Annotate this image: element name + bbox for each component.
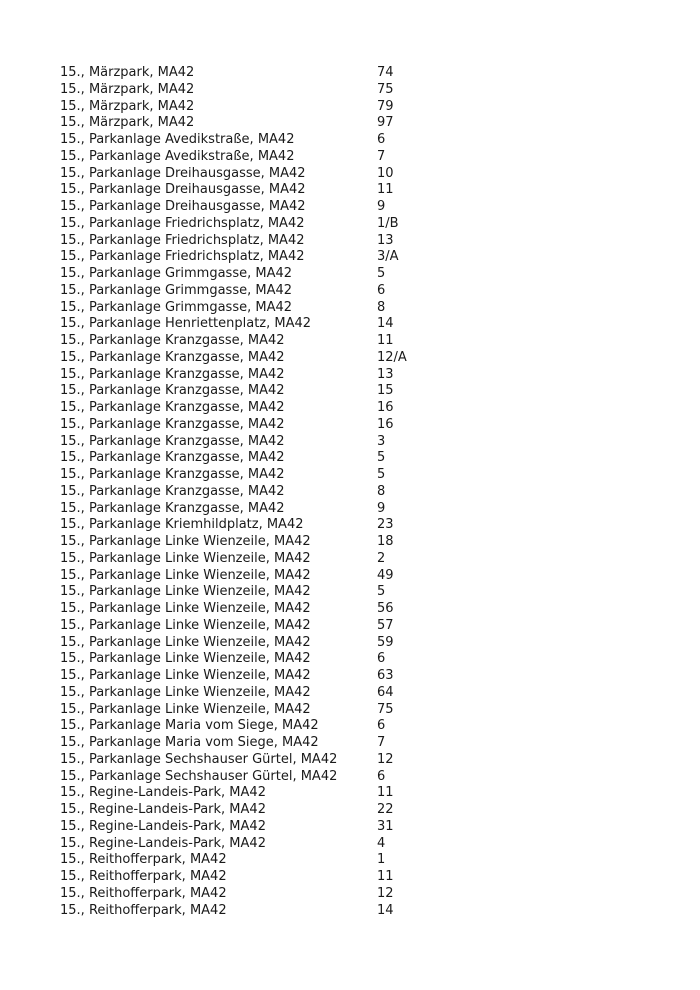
number-cell: 1/B: [377, 215, 399, 231]
table-row: [60, 400, 437, 417]
table-row: [60, 752, 437, 769]
number-cell: 11: [377, 869, 394, 884]
location-cell: 15., Parkanlage Friedrichsplatz, MA42: [60, 232, 305, 248]
number-cell: 11: [377, 182, 394, 198]
table-row: [60, 903, 437, 920]
number-cell: 79: [377, 98, 394, 114]
number-cell: 5: [377, 266, 386, 281]
table-row: [60, 417, 437, 434]
location-cell: 15., Parkanlage Kranzgasse, MA42: [60, 400, 285, 415]
table-row: [60, 350, 437, 367]
location-cell: 15., Parkanlage Maria vom Siege, MA42: [60, 735, 319, 750]
table-row: [60, 434, 437, 451]
location-cell: 15., Reithofferpark, MA42: [60, 869, 227, 884]
number-cell: 9: [377, 199, 386, 214]
table-row: [60, 718, 437, 735]
location-cell: 15., Märzpark, MA42: [60, 98, 195, 114]
table-row: [60, 333, 437, 350]
location-cell: 15., Parkanlage Sechshauser Gürtel, MA42: [60, 768, 338, 784]
location-cell: 15., Reithofferpark, MA42: [60, 852, 227, 868]
number-cell: 13: [377, 366, 394, 382]
location-cell: 15., Parkanlage Sechshauser Gürtel, MA42: [60, 751, 338, 767]
table-row: [60, 467, 437, 484]
table-row: [60, 82, 437, 99]
table-row: [60, 584, 437, 601]
number-cell: 74: [377, 65, 394, 80]
number-cell: 16: [377, 416, 394, 432]
location-cell: 15., Parkanlage Kranzgasse, MA42: [60, 333, 285, 348]
location-cell: 15., Parkanlage Linke Wienzeile, MA42: [60, 584, 311, 600]
location-cell: 15., Regine-Landeis-Park, MA42: [60, 785, 266, 801]
location-cell: 15., Regine-Landeis-Park, MA42: [60, 835, 266, 851]
number-cell: 6: [377, 132, 386, 147]
location-cell: 15., Parkanlage Kranzgasse, MA42: [60, 349, 285, 365]
number-cell: 14: [377, 902, 394, 918]
table-row: [60, 65, 437, 82]
number-cell: 15: [377, 383, 394, 399]
number-cell: 12: [377, 885, 394, 901]
table-row: [60, 819, 437, 836]
number-cell: 14: [377, 316, 394, 332]
table-row: [60, 266, 437, 283]
number-cell: 1: [377, 852, 386, 868]
table-row: [60, 233, 437, 250]
location-cell: 15., Parkanlage Dreihausgasse, MA42: [60, 165, 306, 181]
location-list-body: [60, 65, 437, 919]
number-cell: 64: [377, 684, 394, 700]
number-cell: 13: [377, 232, 394, 248]
location-cell: 15., Parkanlage Linke Wienzeile, MA42: [60, 668, 311, 683]
location-list: [60, 65, 437, 919]
location-cell: 15., Parkanlage Linke Wienzeile, MA42: [60, 550, 311, 566]
table-row: [60, 635, 437, 652]
table-row: [60, 300, 437, 317]
table-row: [60, 199, 437, 216]
number-cell: 63: [377, 668, 394, 683]
table-row: [60, 869, 437, 886]
location-cell: 15., Parkanlage Linke Wienzeile, MA42: [60, 567, 311, 583]
location-cell: 15., Parkanlage Linke Wienzeile, MA42: [60, 601, 311, 616]
table-row: [60, 182, 437, 199]
table-row: [60, 735, 437, 752]
location-cell: 15., Märzpark, MA42: [60, 65, 195, 80]
table-row: [60, 534, 437, 551]
location-cell: 15., Parkanlage Friedrichsplatz, MA42: [60, 249, 305, 265]
location-cell: 15., Parkanlage Grimmgasse, MA42: [60, 299, 293, 315]
table-row: [60, 216, 437, 233]
number-cell: 11: [377, 785, 394, 801]
table-row: [60, 702, 437, 719]
location-cell: 15., Reithofferpark, MA42: [60, 902, 227, 918]
number-cell: 5: [377, 450, 386, 466]
table-row: [60, 568, 437, 585]
location-cell: 15., Parkanlage Kranzgasse, MA42: [60, 467, 285, 482]
number-cell: 23: [377, 517, 394, 533]
location-cell: 15., Parkanlage Grimmgasse, MA42: [60, 282, 293, 298]
location-cell: 15., Parkanlage Linke Wienzeile, MA42: [60, 617, 311, 633]
table-row: [60, 651, 437, 668]
number-cell: 9: [377, 500, 386, 516]
table-row: [60, 601, 437, 618]
number-cell: 5: [377, 467, 386, 482]
table-row: [60, 99, 437, 116]
table-row: [60, 367, 437, 384]
number-cell: 56: [377, 601, 394, 616]
table-row: [60, 618, 437, 635]
number-cell: 8: [377, 483, 386, 499]
number-cell: 4: [377, 835, 386, 851]
table-row: [60, 551, 437, 568]
number-cell: 8: [377, 299, 386, 315]
number-cell: 10: [377, 165, 394, 181]
number-cell: 59: [377, 634, 394, 650]
number-cell: 7: [377, 735, 386, 750]
location-cell: 15., Märzpark, MA42: [60, 81, 195, 97]
number-cell: 6: [377, 651, 386, 667]
location-cell: 15., Parkanlage Kriemhildplatz, MA42: [60, 517, 304, 533]
table-row: [60, 886, 437, 903]
location-cell: 15., Parkanlage Kranzgasse, MA42: [60, 450, 285, 466]
number-cell: 97: [377, 115, 394, 131]
location-cell: 15., Parkanlage Friedrichsplatz, MA42: [60, 215, 305, 231]
table-row: [60, 484, 437, 501]
table-row: [60, 383, 437, 400]
location-cell: 15., Parkanlage Linke Wienzeile, MA42: [60, 634, 311, 650]
location-cell: 15., Parkanlage Kranzgasse, MA42: [60, 483, 285, 499]
location-cell: 15., Parkanlage Kranzgasse, MA42: [60, 383, 285, 399]
table-row: [60, 115, 437, 132]
table-row: [60, 852, 437, 869]
number-cell: 75: [377, 81, 394, 97]
number-cell: 49: [377, 567, 394, 583]
table-row: [60, 836, 437, 853]
table-row: [60, 685, 437, 702]
location-cell: 15., Parkanlage Linke Wienzeile, MA42: [60, 684, 311, 700]
table-row: [60, 769, 437, 786]
number-cell: 22: [377, 802, 394, 817]
table-row: [60, 166, 437, 183]
location-cell: 15., Reithofferpark, MA42: [60, 885, 227, 901]
table-row: [60, 316, 437, 333]
location-cell: 15., Parkanlage Linke Wienzeile, MA42: [60, 701, 311, 717]
location-cell: 15., Parkanlage Kranzgasse, MA42: [60, 433, 285, 449]
table-row: [60, 249, 437, 266]
location-cell: 15., Parkanlage Kranzgasse, MA42: [60, 366, 285, 382]
location-cell: 15., Parkanlage Dreihausgasse, MA42: [60, 199, 306, 214]
number-cell: 7: [377, 148, 386, 164]
location-cell: 15., Märzpark, MA42: [60, 115, 195, 131]
location-cell: 15., Parkanlage Avedikstraße, MA42: [60, 148, 295, 164]
location-cell: 15., Parkanlage Kranzgasse, MA42: [60, 416, 285, 432]
number-cell: 75: [377, 701, 394, 717]
number-cell: 3/A: [377, 249, 399, 265]
number-cell: 2: [377, 550, 386, 566]
table-row: [60, 283, 437, 300]
table-row: [60, 802, 437, 819]
number-cell: 57: [377, 617, 394, 633]
number-cell: 31: [377, 818, 394, 834]
location-cell: 15., Parkanlage Linke Wienzeile, MA42: [60, 534, 311, 549]
location-cell: 15., Regine-Landeis-Park, MA42: [60, 802, 266, 817]
table-row: [60, 149, 437, 166]
table-row: [60, 668, 437, 685]
number-cell: 6: [377, 718, 386, 734]
number-cell: 11: [377, 333, 394, 348]
location-cell: 15., Parkanlage Grimmgasse, MA42: [60, 266, 293, 281]
table-row: [60, 132, 437, 149]
location-cell: 15., Regine-Landeis-Park, MA42: [60, 818, 266, 834]
table-row: [60, 450, 437, 467]
number-cell: 12/A: [377, 349, 407, 365]
location-cell: 15., Parkanlage Dreihausgasse, MA42: [60, 182, 306, 198]
number-cell: 6: [377, 768, 386, 784]
number-cell: 3: [377, 433, 386, 449]
location-cell: 15., Parkanlage Henriettenplatz, MA42: [60, 316, 312, 332]
table-row: [60, 501, 437, 518]
number-cell: 18: [377, 534, 394, 549]
number-cell: 5: [377, 584, 386, 600]
number-cell: 16: [377, 400, 394, 415]
location-cell: 15., Parkanlage Kranzgasse, MA42: [60, 500, 285, 516]
location-cell: 15., Parkanlage Avedikstraße, MA42: [60, 132, 295, 147]
table-row: [60, 517, 437, 534]
table-row: [60, 785, 437, 802]
location-cell: 15., Parkanlage Maria vom Siege, MA42: [60, 718, 319, 734]
location-cell: 15., Parkanlage Linke Wienzeile, MA42: [60, 651, 311, 667]
number-cell: 6: [377, 282, 386, 298]
number-cell: 12: [377, 751, 394, 767]
